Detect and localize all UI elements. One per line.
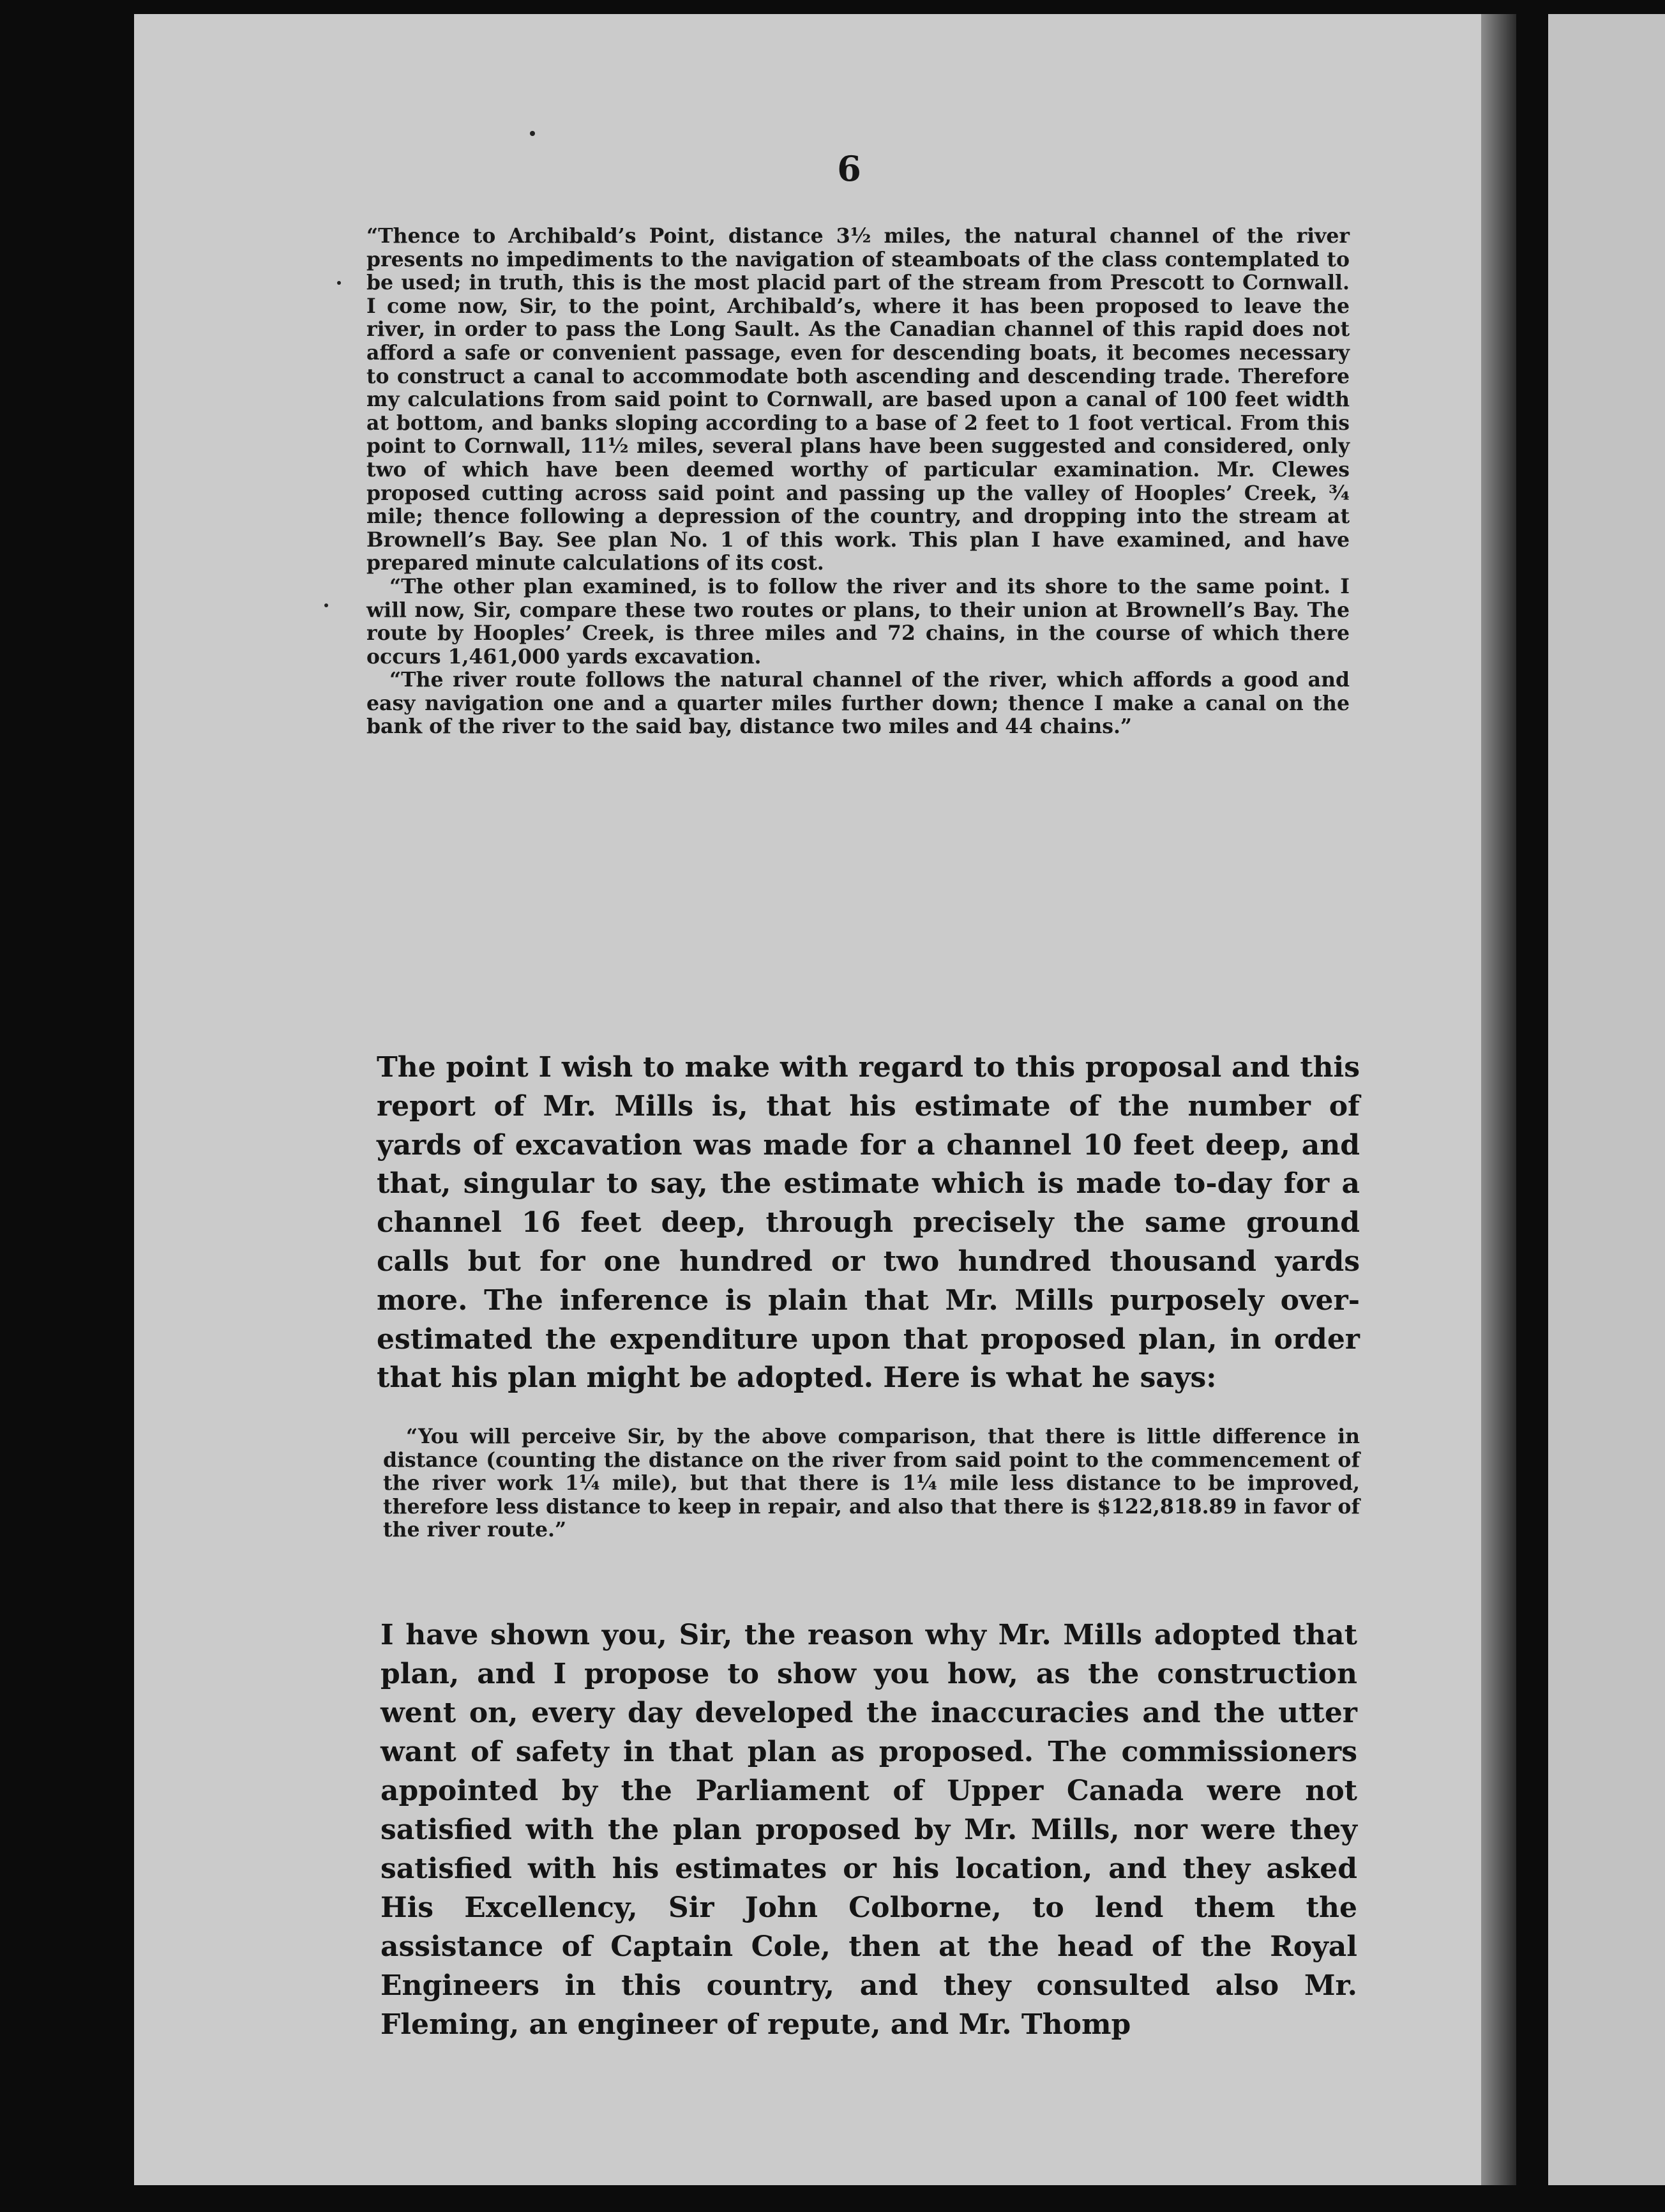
- quote-paragraph: “The other plan examined, is to follow the river and its shore to the same point. I will now, Sir, compare these two routes or plans, to their union at Brownell’s Bay. The route by Hooples’ Creek, is three miles and 72 chains, in the course of which there occurs 1,461,000 yards excavation.: [366, 574, 1350, 669]
- body-paragraph: [380, 1587, 1357, 2072]
- body-paragraph: [377, 1020, 1360, 1426]
- block-quote-mills-report: [366, 225, 1350, 739]
- block-quote-comparison: [383, 1425, 1360, 1542]
- page-edge-shadow: [1481, 14, 1516, 2185]
- body-text: The point I wish to make with regard to this proposal and this report of Mr. Mills is, that his estimate of the number of yards of excavation was made for a channel 10 feet deep, and that, singular to say, the estimate which is made to-day for a channel 16 feet deep, through precisely the same ground calls but for one hundred or two hundred thousand yards more. The inference is plain that Mr. Mills purposely over-estimated the expenditure upon that proposed plan, in order that his plan might be adopted. Here is what he says:: [377, 1051, 1360, 1395]
- quote-paragraph: “The river route follows the natural channel of the river, which affords a good and easy navigation one and a quarter miles further down; thence I make a canal on the bank of the river to the said bay, distance two miles and 44 chains.”: [366, 668, 1350, 739]
- quote-paragraph: “You will perceive Sir, by the above comparison, that there is little difference in distance (counting the distance on the river from said point to the commencement of the river work 1¼ mile), but that there is 1¼ mile less distance to be improved, therefore less distance to keep in repair, and also that there is $122,818.89 in favor of the river route.”: [383, 1425, 1360, 1542]
- ink-speck: [337, 281, 341, 285]
- page-number: 6: [837, 148, 861, 189]
- body-text: I have shown you, Sir, the reason why Mr. Mills adopted that plan, and I propose to show you how, as the construction went on, every day developed the inaccuracies and the utter want of safety in that plan as proposed. The commissioners appointed by the Parliament of Upper Canada were not satisfied with the plan proposed by Mr. Mills, nor were they satisfied with his estimates or his location, and they asked His Excellency, Sir John Colborne, to lend them the assistance of Captain Cole, then at the head of the Royal Engineers in this country, and they consulted also Mr. Fleming, an engineer of repute, and Mr. Thomp: [380, 1619, 1357, 2041]
- ink-speck: [324, 603, 328, 607]
- ink-speck: [530, 131, 535, 136]
- adjacent-page-edge: [1548, 14, 1665, 2185]
- quote-paragraph: “Thence to Archibald’s Point, distance 3½ miles, the natural channel of the river presents no impediments to the navigation of steamboats of the class contemplated to be used; in truth, this is the most placid part of the stream from Prescott to Cornwall. I come now, Sir, to the point, Archibald’s, where it has been proposed to leave the river, in order to pass the Long Sault. As the Canadian channel of this rapid does not afford a safe or convenient passage, even for descending boats, it becomes necessary to construct a canal to accommodate both ascending and descending trade. Therefore my calculations from said point to Cornwall, are based upon a canal of 100 feet width at bottom, and banks sloping according to a base of 2 feet to 1 foot vertical. From this point to Cornwall, 11½ miles, several plans have been suggested and considered, only two of which have been deemed worthy of particular examination. Mr. Clewes proposed cutting across said point and passing up the valley of Hooples’ Creek, ¾ mile; thence following a depression of the country, and dropping into the stream at Brownell’s Bay. See plan No. 1 of this work. This plan I have examined, and have prepared minute calculations of its cost.: [366, 224, 1350, 575]
